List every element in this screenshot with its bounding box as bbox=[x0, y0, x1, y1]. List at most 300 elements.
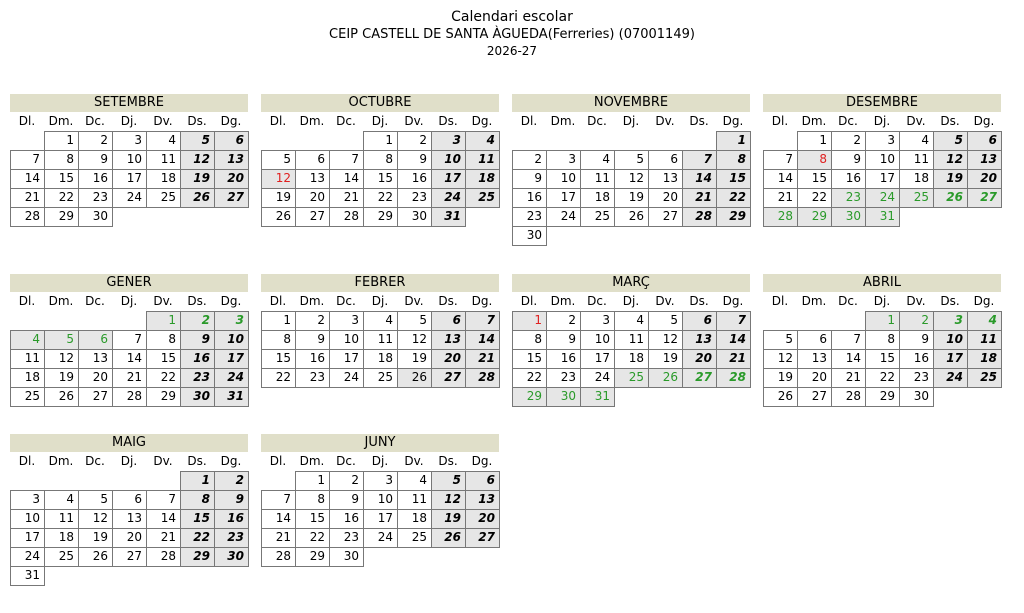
day-cell: 8 bbox=[180, 490, 215, 510]
day-cell: 26 bbox=[614, 207, 649, 227]
day-cell: 30 bbox=[78, 207, 113, 227]
day-cell: 21 bbox=[146, 528, 181, 548]
day-cell: 27 bbox=[78, 387, 113, 407]
day-cell: 20 bbox=[648, 188, 683, 208]
empty-cell bbox=[329, 131, 364, 151]
day-cell: 5 bbox=[78, 490, 113, 510]
weekday-label: Dm. bbox=[550, 114, 576, 128]
day-cell: 10 bbox=[580, 330, 615, 350]
weekday-label: Dm. bbox=[48, 114, 74, 128]
day-cell: 8 bbox=[512, 330, 547, 350]
day-cell: 17 bbox=[363, 509, 398, 529]
weekday-label: Ds. bbox=[187, 294, 207, 308]
day-cell: 23 bbox=[899, 368, 934, 388]
day-grid bbox=[763, 131, 1001, 226]
weekday-label: Dc. bbox=[587, 114, 607, 128]
empty-cell bbox=[112, 471, 147, 491]
day-cell: 31 bbox=[865, 207, 900, 227]
weekday-label: Dl. bbox=[18, 454, 36, 468]
day-cell: 9 bbox=[831, 150, 866, 170]
day-cell: 19 bbox=[180, 169, 215, 189]
day-cell: 20 bbox=[214, 169, 249, 189]
day-cell: 20 bbox=[112, 528, 147, 548]
day-cell: 27 bbox=[682, 368, 717, 388]
day-cell: 29 bbox=[146, 387, 181, 407]
day-cell: 22 bbox=[797, 188, 832, 208]
day-cell: 28 bbox=[146, 547, 181, 567]
month-title: SETEMBRE bbox=[10, 94, 248, 112]
day-cell: 8 bbox=[146, 330, 181, 350]
day-cell: 17 bbox=[329, 349, 364, 369]
empty-cell bbox=[10, 471, 45, 491]
day-cell: 5 bbox=[44, 330, 79, 350]
day-grid bbox=[10, 131, 248, 226]
weekday-label: Dl. bbox=[269, 114, 287, 128]
day-cell: 21 bbox=[10, 188, 45, 208]
day-cell: 15 bbox=[261, 349, 296, 369]
day-cell: 24 bbox=[10, 547, 45, 567]
day-cell: 3 bbox=[431, 131, 466, 151]
empty-cell bbox=[295, 131, 330, 151]
weekday-label: Dg. bbox=[220, 294, 242, 308]
month-febrer bbox=[261, 274, 499, 387]
weekday-label: Dl. bbox=[520, 114, 538, 128]
day-cell: 29 bbox=[797, 207, 832, 227]
day-cell: 14 bbox=[112, 349, 147, 369]
day-cell: 8 bbox=[797, 150, 832, 170]
weekday-label: Dv. bbox=[153, 294, 173, 308]
weekday-label: Dl. bbox=[18, 294, 36, 308]
day-cell: 15 bbox=[865, 349, 900, 369]
day-cell: 4 bbox=[465, 131, 500, 151]
day-cell: 11 bbox=[580, 169, 615, 189]
weekday-label: Ds. bbox=[438, 454, 458, 468]
day-cell: 17 bbox=[580, 349, 615, 369]
empty-cell bbox=[261, 131, 296, 151]
day-cell: 16 bbox=[78, 169, 113, 189]
day-cell: 22 bbox=[512, 368, 547, 388]
day-cell: 20 bbox=[967, 169, 1002, 189]
day-cell: 1 bbox=[716, 131, 751, 151]
day-cell: 27 bbox=[465, 528, 500, 548]
day-cell: 24 bbox=[214, 368, 249, 388]
day-cell: 2 bbox=[397, 131, 432, 151]
month-abril bbox=[763, 274, 1001, 406]
day-cell: 13 bbox=[78, 349, 113, 369]
day-cell: 25 bbox=[10, 387, 45, 407]
day-cell: 23 bbox=[214, 528, 249, 548]
day-cell: 24 bbox=[112, 188, 147, 208]
day-cell: 12 bbox=[614, 169, 649, 189]
day-cell: 19 bbox=[614, 188, 649, 208]
empty-cell bbox=[78, 311, 113, 331]
month-setembre bbox=[10, 94, 248, 226]
day-cell: 23 bbox=[831, 188, 866, 208]
day-cell: 21 bbox=[465, 349, 500, 369]
weekday-label: Dm. bbox=[48, 454, 74, 468]
day-cell: 6 bbox=[648, 150, 683, 170]
day-cell: 16 bbox=[512, 188, 547, 208]
weekday-label: Dg. bbox=[220, 114, 242, 128]
empty-cell bbox=[797, 311, 832, 331]
day-cell: 13 bbox=[648, 169, 683, 189]
day-cell: 28 bbox=[465, 368, 500, 388]
weekday-names bbox=[763, 292, 1001, 311]
day-cell: 16 bbox=[295, 349, 330, 369]
weekday-label: Dc. bbox=[838, 294, 858, 308]
weekday-label: Dj. bbox=[622, 114, 640, 128]
day-cell: 7 bbox=[329, 150, 364, 170]
day-grid bbox=[10, 471, 248, 585]
weekday-label: Dm. bbox=[299, 454, 325, 468]
day-cell: 7 bbox=[10, 150, 45, 170]
day-cell: 12 bbox=[933, 150, 968, 170]
day-cell: 15 bbox=[146, 349, 181, 369]
weekday-label: Ds. bbox=[940, 114, 960, 128]
weekday-names bbox=[512, 292, 750, 311]
day-cell: 9 bbox=[295, 330, 330, 350]
weekday-label: Dl. bbox=[771, 114, 789, 128]
day-cell: 25 bbox=[146, 188, 181, 208]
day-cell: 23 bbox=[295, 368, 330, 388]
weekday-label: Dc. bbox=[336, 294, 356, 308]
day-cell: 15 bbox=[797, 169, 832, 189]
weekday-label: Ds. bbox=[187, 454, 207, 468]
weekday-label: Ds. bbox=[689, 294, 709, 308]
day-cell: 2 bbox=[180, 311, 215, 331]
day-cell: 25 bbox=[967, 368, 1002, 388]
day-cell: 9 bbox=[329, 490, 364, 510]
day-cell: 12 bbox=[763, 349, 798, 369]
day-cell: 3 bbox=[112, 131, 147, 151]
weekday-label: Dg. bbox=[471, 114, 493, 128]
day-cell: 30 bbox=[899, 387, 934, 407]
day-cell: 18 bbox=[899, 169, 934, 189]
empty-cell bbox=[580, 131, 615, 151]
weekday-label: Dg. bbox=[722, 294, 744, 308]
day-cell: 6 bbox=[78, 330, 113, 350]
day-cell: 4 bbox=[44, 490, 79, 510]
day-cell: 29 bbox=[180, 547, 215, 567]
day-cell: 13 bbox=[214, 150, 249, 170]
day-cell: 11 bbox=[363, 330, 398, 350]
day-cell: 25 bbox=[44, 547, 79, 567]
day-cell: 31 bbox=[580, 387, 615, 407]
day-cell: 14 bbox=[146, 509, 181, 529]
weekday-label: Dc. bbox=[587, 294, 607, 308]
day-cell: 16 bbox=[329, 509, 364, 529]
day-cell: 26 bbox=[78, 547, 113, 567]
day-cell: 25 bbox=[614, 368, 649, 388]
day-cell: 22 bbox=[295, 528, 330, 548]
day-cell: 9 bbox=[78, 150, 113, 170]
day-cell: 15 bbox=[295, 509, 330, 529]
day-cell: 29 bbox=[716, 207, 751, 227]
day-cell: 31 bbox=[214, 387, 249, 407]
day-cell: 13 bbox=[112, 509, 147, 529]
day-cell: 25 bbox=[899, 188, 934, 208]
day-cell: 24 bbox=[580, 368, 615, 388]
day-cell: 1 bbox=[146, 311, 181, 331]
day-cell: 22 bbox=[146, 368, 181, 388]
day-cell: 7 bbox=[831, 330, 866, 350]
weekday-label: Dv. bbox=[153, 114, 173, 128]
day-cell: 25 bbox=[397, 528, 432, 548]
weekday-label: Dj. bbox=[120, 114, 138, 128]
day-cell: 16 bbox=[397, 169, 432, 189]
day-cell: 6 bbox=[112, 490, 147, 510]
day-cell: 21 bbox=[831, 368, 866, 388]
day-cell: 20 bbox=[465, 509, 500, 529]
day-grid bbox=[512, 311, 750, 406]
day-cell: 2 bbox=[546, 311, 581, 331]
weekday-label: Dv. bbox=[655, 114, 675, 128]
empty-cell bbox=[763, 311, 798, 331]
day-cell: 20 bbox=[78, 368, 113, 388]
day-cell: 2 bbox=[329, 471, 364, 491]
month-gener bbox=[10, 274, 248, 406]
day-cell: 9 bbox=[397, 150, 432, 170]
day-cell: 11 bbox=[397, 490, 432, 510]
day-cell: 23 bbox=[180, 368, 215, 388]
day-cell: 13 bbox=[295, 169, 330, 189]
day-cell: 14 bbox=[831, 349, 866, 369]
day-cell: 4 bbox=[967, 311, 1002, 331]
weekday-label: Dm. bbox=[299, 114, 325, 128]
month-title: JUNY bbox=[261, 434, 499, 452]
day-cell: 19 bbox=[763, 368, 798, 388]
day-cell: 15 bbox=[44, 169, 79, 189]
day-cell: 18 bbox=[363, 349, 398, 369]
day-cell: 6 bbox=[431, 311, 466, 331]
day-cell: 6 bbox=[682, 311, 717, 331]
day-cell: 12 bbox=[78, 509, 113, 529]
weekday-names bbox=[261, 452, 499, 471]
day-cell: 17 bbox=[112, 169, 147, 189]
weekday-label: Dv. bbox=[404, 454, 424, 468]
day-cell: 6 bbox=[797, 330, 832, 350]
weekday-label: Dj. bbox=[371, 294, 389, 308]
empty-cell bbox=[546, 131, 581, 151]
day-cell: 16 bbox=[180, 349, 215, 369]
day-cell: 6 bbox=[465, 471, 500, 491]
day-cell: 2 bbox=[78, 131, 113, 151]
day-cell: 18 bbox=[10, 368, 45, 388]
day-cell: 4 bbox=[363, 311, 398, 331]
day-cell: 20 bbox=[682, 349, 717, 369]
day-cell: 16 bbox=[546, 349, 581, 369]
day-cell: 24 bbox=[329, 368, 364, 388]
day-cell: 21 bbox=[261, 528, 296, 548]
day-cell: 24 bbox=[865, 188, 900, 208]
day-cell: 3 bbox=[363, 471, 398, 491]
day-cell: 19 bbox=[648, 349, 683, 369]
page-title: Calendari escolar bbox=[451, 9, 573, 25]
day-cell: 21 bbox=[329, 188, 364, 208]
day-cell: 21 bbox=[112, 368, 147, 388]
day-cell: 26 bbox=[397, 368, 432, 388]
day-cell: 8 bbox=[716, 150, 751, 170]
day-cell: 17 bbox=[933, 349, 968, 369]
day-cell: 19 bbox=[431, 509, 466, 529]
empty-cell bbox=[261, 471, 296, 491]
day-cell: 14 bbox=[682, 169, 717, 189]
day-grid bbox=[261, 131, 499, 226]
empty-cell bbox=[763, 131, 798, 151]
day-cell: 26 bbox=[933, 188, 968, 208]
day-cell: 8 bbox=[363, 150, 398, 170]
day-cell: 21 bbox=[682, 188, 717, 208]
day-cell: 4 bbox=[580, 150, 615, 170]
day-grid bbox=[512, 131, 750, 245]
day-cell: 24 bbox=[363, 528, 398, 548]
day-cell: 14 bbox=[763, 169, 798, 189]
month-octubre bbox=[261, 94, 499, 226]
day-cell: 22 bbox=[261, 368, 296, 388]
day-cell: 27 bbox=[214, 188, 249, 208]
school-name: CEIP CASTELL DE SANTA ÀGUEDA(Ferreries) (07001149) bbox=[329, 27, 695, 42]
day-cell: 2 bbox=[512, 150, 547, 170]
weekday-label: Dc. bbox=[336, 454, 356, 468]
day-cell: 19 bbox=[78, 528, 113, 548]
month-març bbox=[512, 274, 750, 406]
day-cell: 7 bbox=[716, 311, 751, 331]
day-cell: 23 bbox=[512, 207, 547, 227]
month-title: MARÇ bbox=[512, 274, 750, 292]
empty-cell bbox=[44, 471, 79, 491]
day-cell: 30 bbox=[831, 207, 866, 227]
day-cell: 21 bbox=[763, 188, 798, 208]
weekday-label: Dl. bbox=[269, 454, 287, 468]
weekday-label: Dl. bbox=[18, 114, 36, 128]
weekday-label: Dv. bbox=[906, 294, 926, 308]
day-cell: 19 bbox=[44, 368, 79, 388]
day-cell: 14 bbox=[465, 330, 500, 350]
day-cell: 8 bbox=[295, 490, 330, 510]
month-novembre bbox=[512, 94, 750, 245]
day-cell: 22 bbox=[44, 188, 79, 208]
weekday-label: Dj. bbox=[873, 114, 891, 128]
weekday-label: Dj. bbox=[371, 114, 389, 128]
day-cell: 3 bbox=[10, 490, 45, 510]
day-cell: 19 bbox=[261, 188, 296, 208]
day-cell: 9 bbox=[899, 330, 934, 350]
weekday-label: Dl. bbox=[520, 294, 538, 308]
empty-cell bbox=[648, 131, 683, 151]
day-grid bbox=[10, 311, 248, 406]
day-cell: 13 bbox=[465, 490, 500, 510]
day-cell: 29 bbox=[295, 547, 330, 567]
month-title: MAIG bbox=[10, 434, 248, 452]
month-title: DESEMBRE bbox=[763, 94, 1001, 112]
day-cell: 12 bbox=[44, 349, 79, 369]
empty-cell bbox=[831, 311, 866, 331]
day-cell: 2 bbox=[899, 311, 934, 331]
weekday-label: Dc. bbox=[838, 114, 858, 128]
day-cell: 16 bbox=[831, 169, 866, 189]
day-cell: 30 bbox=[512, 226, 547, 246]
day-cell: 28 bbox=[112, 387, 147, 407]
weekday-names bbox=[763, 112, 1001, 131]
day-cell: 5 bbox=[933, 131, 968, 151]
day-cell: 23 bbox=[329, 528, 364, 548]
weekday-label: Dg. bbox=[220, 454, 242, 468]
day-cell: 15 bbox=[180, 509, 215, 529]
day-cell: 20 bbox=[431, 349, 466, 369]
weekday-label: Dm. bbox=[801, 114, 827, 128]
weekday-names bbox=[512, 112, 750, 131]
day-cell: 26 bbox=[763, 387, 798, 407]
day-cell: 18 bbox=[580, 188, 615, 208]
day-cell: 23 bbox=[78, 188, 113, 208]
day-cell: 5 bbox=[397, 311, 432, 331]
day-cell: 1 bbox=[44, 131, 79, 151]
day-cell: 26 bbox=[44, 387, 79, 407]
day-cell: 10 bbox=[329, 330, 364, 350]
weekday-label: Dg. bbox=[471, 454, 493, 468]
day-cell: 8 bbox=[261, 330, 296, 350]
day-cell: 6 bbox=[214, 131, 249, 151]
day-cell: 12 bbox=[648, 330, 683, 350]
weekday-label: Dj. bbox=[120, 294, 138, 308]
day-cell: 1 bbox=[180, 471, 215, 491]
day-cell: 7 bbox=[146, 490, 181, 510]
day-cell: 25 bbox=[580, 207, 615, 227]
day-cell: 30 bbox=[180, 387, 215, 407]
day-cell: 5 bbox=[180, 131, 215, 151]
day-cell: 23 bbox=[397, 188, 432, 208]
weekday-label: Dc. bbox=[85, 114, 105, 128]
day-cell: 23 bbox=[546, 368, 581, 388]
day-cell: 11 bbox=[10, 349, 45, 369]
day-cell: 26 bbox=[180, 188, 215, 208]
day-cell: 31 bbox=[431, 207, 466, 227]
empty-cell bbox=[146, 471, 181, 491]
day-cell: 29 bbox=[363, 207, 398, 227]
day-cell: 1 bbox=[797, 131, 832, 151]
day-cell: 7 bbox=[682, 150, 717, 170]
day-cell: 19 bbox=[397, 349, 432, 369]
day-cell: 5 bbox=[763, 330, 798, 350]
weekday-names bbox=[10, 452, 248, 471]
day-cell: 28 bbox=[10, 207, 45, 227]
day-cell: 10 bbox=[546, 169, 581, 189]
day-cell: 7 bbox=[763, 150, 798, 170]
day-grid bbox=[261, 471, 499, 566]
day-cell: 27 bbox=[797, 387, 832, 407]
day-cell: 24 bbox=[546, 207, 581, 227]
day-cell: 10 bbox=[933, 330, 968, 350]
day-cell: 22 bbox=[363, 188, 398, 208]
day-cell: 1 bbox=[261, 311, 296, 331]
weekday-names bbox=[261, 292, 499, 311]
weekday-label: Ds. bbox=[689, 114, 709, 128]
day-cell: 13 bbox=[797, 349, 832, 369]
school-year: 2026-27 bbox=[486, 44, 538, 58]
month-juny bbox=[261, 434, 499, 566]
day-cell: 28 bbox=[763, 207, 798, 227]
day-cell: 10 bbox=[431, 150, 466, 170]
weekday-label: Dm. bbox=[550, 294, 576, 308]
day-cell: 1 bbox=[363, 131, 398, 151]
day-cell: 8 bbox=[865, 330, 900, 350]
day-cell: 5 bbox=[431, 471, 466, 491]
day-cell: 17 bbox=[865, 169, 900, 189]
day-cell: 10 bbox=[363, 490, 398, 510]
day-cell: 24 bbox=[933, 368, 968, 388]
day-cell: 12 bbox=[261, 169, 296, 189]
weekday-label: Dm. bbox=[48, 294, 74, 308]
